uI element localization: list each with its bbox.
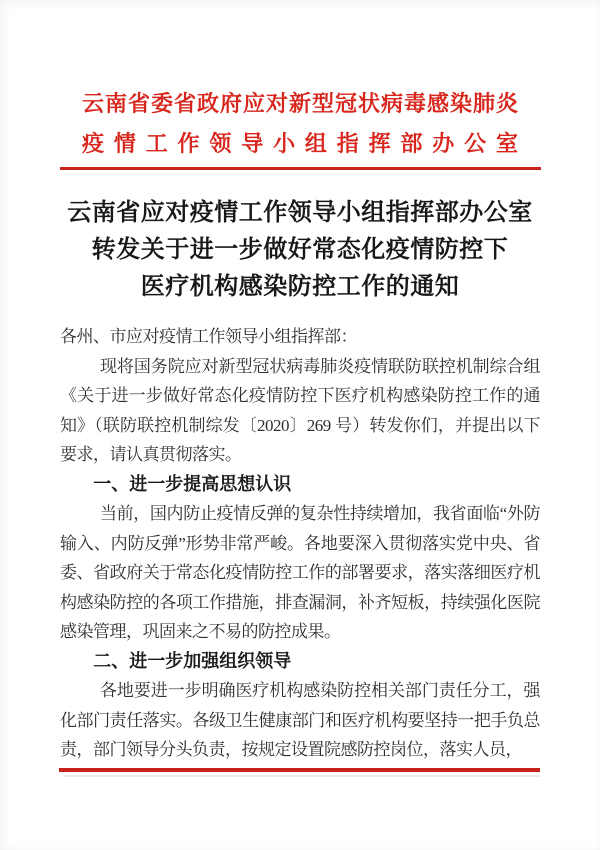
paragraph-3: 各地要进一步明确医疗机构感染防控相关部门责任分工，强化部门责任落实。各级卫生健康部门和医疗机构要坚持一把手负总责，部门领导分头负责，按规定设置院感防控岗位，落实人员， <box>60 681 540 759</box>
title-line-1: 云南省应对疫情工作领导小组指挥部办公室 <box>67 200 533 226</box>
document-title <box>0 195 600 306</box>
section-heading-1: 一、进一步提高思想认识 <box>93 473 292 494</box>
letterhead-line-1: 云南省委省政府应对新型冠状病毒感染肺炎 <box>82 91 518 116</box>
section-heading-2: 二、进一步加强组织领导 <box>93 650 292 671</box>
document-body <box>60 322 540 765</box>
letterhead-line-2: 疫情工作领导小组指挥部办公室 <box>82 131 518 156</box>
header-divider <box>60 167 541 170</box>
footer-divider <box>59 768 540 772</box>
title-line-2: 转发关于进一步做好常态化疫情防控下 <box>91 237 509 263</box>
salutation: 各州、市应对疫情工作领导小组指挥部： <box>60 327 357 346</box>
footer-divider-shadow <box>63 775 540 777</box>
letterhead <box>82 0 518 164</box>
paragraph-1: 现将国务院应对新型冠状病毒肺炎疫情联防联控机制综合组《关于进一步做好常态化疫情防控下医疗机构感染防控工作的通知》（联防联控机制综发〔2020〕269 号）转发你们，并提出以下要求，请认真贯彻落实。 <box>60 356 540 464</box>
title-line-3: 医疗机构感染防控工作的通知 <box>140 274 460 300</box>
paragraph-2: 当前，国内防止疫情反弹的复杂性持续增加，我省面临“外防输入、内防反弹”形势非常严峻。各地要深入贯彻落实党中央、省委、省政府关于常态化疫情防控工作的部署要求，落实落细医疗机构感染防控的各项工作措施，排查漏洞，补齐短板，持续强化医院感染管理，巩固来之不易的防控成果。 <box>60 504 540 641</box>
